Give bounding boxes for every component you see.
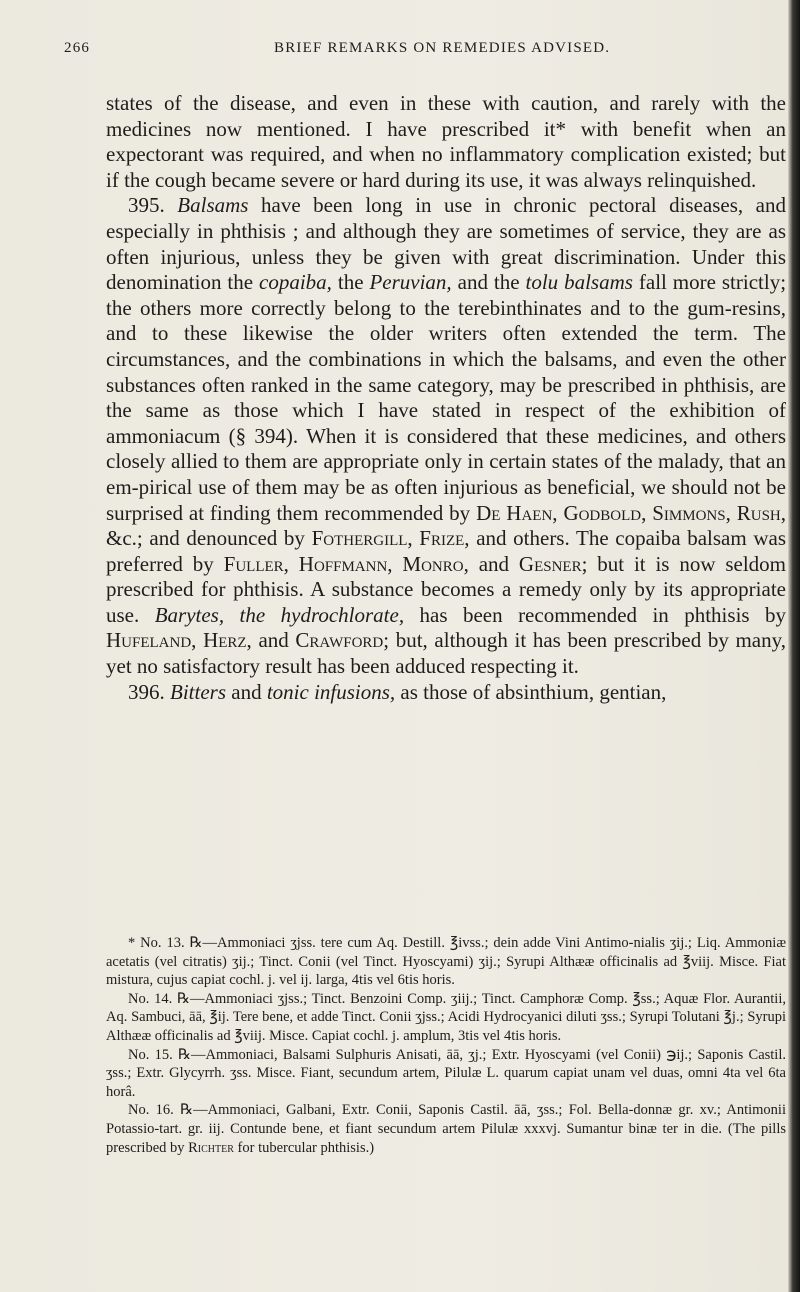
section-number: 395.	[128, 193, 165, 218]
term-italic: Bitters	[170, 679, 226, 704]
text-run: the	[337, 270, 364, 295]
term-italic: tolu balsams	[525, 270, 633, 295]
text-run: states of the disease, and even in these with caution, and rarely with the medicines now mentioned. I have prescribed it	[106, 91, 786, 141]
text-run: ; but, although it has been prescribed by many, yet no satisfactory result has been adduced respecting it.	[106, 628, 787, 679]
footnote-prescription-13: * No. 13. ℞—Ammoniaci ʒjss. tere cum Aq. Destill. ℥ivss.; dein adde Vini Antimo-nialis ʒij.; Liq. Ammoniæ acetatis (vel citratis) ʒij.; Tinct. Conii (vel Tinct. Hyoscyami) ʒij.; Syrupi Althææ officinalis ad ℥viij. Misce. Fiat mistura, cujus capiat cochl. j. vel ij. larga, 4tis vel 6tis horis.	[106, 935, 786, 989]
term-italic: Peruvian,	[369, 270, 452, 295]
term-italic: copaiba,	[259, 270, 332, 295]
text-run: No. 16. ℞—Ammoniaci, Galbani, Extr. Conii, Saponis Castil. āā, ʒss.; Fol. Bella-donnæ gr. xv.; Antimonii Potassio-tart. gr. iij. Contunde bene, et fiant secundum artem Pilulæ xxxvj. Sumantur binæ ter in die. (The pills prescribed by	[106, 1102, 786, 1156]
text-run: have been long in use in chronic pectoral diseases, and especially in phthisis ; and although they are sometimes of service, they are as often injurious, unless they be given with great discrimination. Under this denomination the	[106, 193, 787, 295]
text-run: and others. The copaiba balsam was preferred by	[106, 526, 786, 576]
author-name: Hufeland,	[106, 628, 197, 653]
text-run: for tubercular phthisis.)	[237, 1139, 375, 1156]
footnotes	[106, 934, 786, 1157]
paragraph-396	[106, 680, 786, 706]
paragraph-continuation	[106, 91, 786, 193]
term-italic: tonic infusions,	[266, 679, 396, 704]
term-italic: Barytes, the hydrochlorate,	[154, 602, 405, 627]
main-text	[106, 91, 786, 705]
text-run: &c.; and denounced by	[106, 526, 305, 551]
text-run: * with benefit when an expectorant was required, and when no inflammatory complication existed; but if the cough became severe or hard during its use, it was always relinquished.	[106, 116, 786, 192]
author-name: Frize,	[419, 526, 470, 551]
author-name: Monro,	[402, 551, 469, 576]
footnote-prescription-14: No. 14. ℞—Ammoniaci ʒjss.; Tinct. Benzoini Comp. ʒiij.; Tinct. Camphoræ Comp. ℥ss.; Aquæ Flor. Aurantii, Aq. Sambuci, āā, ℥ij. Tere bene, et adde Tinct. Conii ʒjss.; Acidi Hydrocyanici diluti ʒss.; Syrupi Tolutani ℥j.; Syrupi Althææ officinalis ad ℥viij. Misce. Capiat cochl. j. amplum, 3tis vel 4tis horis.	[106, 990, 786, 1044]
author-name: Herz,	[203, 628, 252, 653]
text-run: has been recommended in phthisis by	[419, 602, 787, 627]
author-name: Fuller,	[223, 551, 289, 576]
author-name: Gesner	[518, 551, 582, 576]
footnote-prescription-15: No. 15. ℞—Ammoniaci, Balsami Sulphuris Anisati, āā, ʒj.; Extr. Hyoscyami (vel Conii) ℈ij.; Saponis Castil. ʒss.; Extr. Glycyrrh. ʒss. Misce. Fiant, secundum artem, Pilulæ L. quarum capiat unam vel duas, omni 4ta vel 6ta horâ.	[106, 1046, 786, 1100]
term-italic: Balsams	[177, 193, 249, 218]
footnote-prescription-16	[106, 1101, 786, 1157]
text-run: and	[258, 628, 289, 653]
author-name: Fothergill,	[311, 526, 413, 551]
author-name: Richter	[188, 1139, 234, 1156]
page-edge-shadow	[788, 0, 800, 1292]
author-name: Godbold,	[563, 500, 647, 525]
section-number: 396.	[128, 679, 165, 704]
page-header	[64, 40, 744, 70]
text-run: and	[231, 679, 262, 704]
author-name: Hoffmann,	[298, 551, 393, 576]
author-name: Crawford	[295, 628, 384, 653]
text-run: and	[478, 551, 510, 576]
running-head: BRIEF REMARKS ON REMEDIES ADVISED.	[274, 40, 611, 56]
author-name: De Haen,	[476, 500, 558, 525]
paragraph-395	[106, 193, 786, 679]
page-number: 266	[64, 40, 91, 56]
text-run: ; but it is now seldom prescribed for phthisis. A substance becomes a remedy only by its appropriate use.	[106, 551, 787, 627]
author-name: Rush,	[736, 500, 787, 525]
text-run: and the	[457, 270, 520, 295]
author-name: Simmons,	[652, 500, 731, 525]
text-run: fall more strictly; the others more correctly belong to the terebinthinates and to the gum-resins, and to these likewise the older writers often extended the term. The circumstances, and the combinations in which the balsams, and even the other substances often ranked in the same category, may be prescribed in phthisis, are the same as those which I have stated in respect of the exhibition of ammoniacum (§ 394). When it is considered that these medicines, and others closely allied to them are appropriate only in certain states of the malady, that an em-pirical use of them may be as often injurious as beneficial, we should not be surprised at finding them recommended by	[106, 270, 787, 525]
text-run: as those of absinthium, gentian,	[400, 679, 667, 704]
